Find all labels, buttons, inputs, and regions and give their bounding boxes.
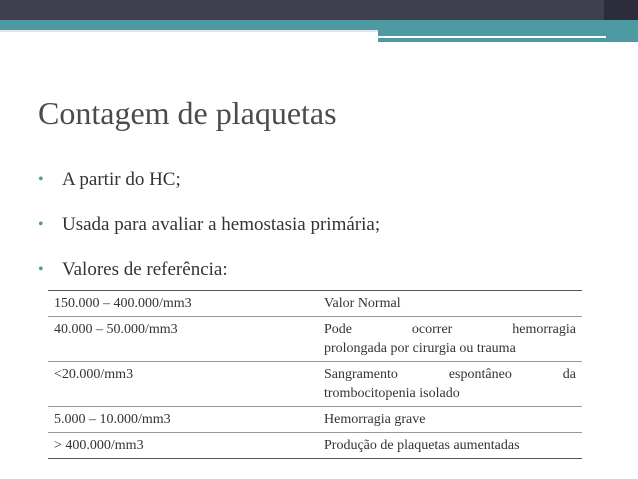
accent-tab-line: [378, 36, 606, 38]
bullet-icon: •: [38, 171, 44, 188]
bullet-text: Valores de referência:: [62, 259, 228, 280]
bullet-icon: •: [38, 216, 44, 233]
meaning-text-cont: trombocitopenia isolado: [324, 386, 460, 401]
meaning-text: Valor Normal: [324, 296, 401, 311]
bullet-list: [38, 168, 598, 303]
header-bar-corner: [604, 0, 638, 20]
meaning-text-cont: prolongada por cirurgia ou trauma: [324, 341, 516, 356]
meaning-text: Hemorragia grave: [324, 412, 426, 427]
range-cell: > 400.000/mm3: [48, 433, 318, 459]
bullet-item: [38, 213, 598, 258]
meaning-cell: [318, 433, 582, 459]
range-cell: 5.000 – 10.000/mm3: [48, 407, 318, 433]
bullet-item: [38, 168, 598, 213]
meaning-text: Produção de plaquetas aumentadas: [324, 438, 520, 453]
range-cell: 150.000 – 400.000/mm3: [48, 291, 318, 317]
meaning-cell: [318, 407, 582, 433]
table-row: [48, 433, 582, 459]
bullet-icon: •: [38, 261, 44, 278]
range-cell: <20.000/mm3: [48, 362, 318, 407]
reference-values-table: [48, 290, 582, 459]
header-bar: [0, 0, 638, 20]
table-row: [48, 362, 582, 407]
slide-title: Contagem de plaquetas: [38, 95, 337, 131]
meaning-cell: [318, 362, 582, 407]
table-row: [48, 407, 582, 433]
range-cell: 40.000 – 50.000/mm3: [48, 317, 318, 362]
accent-band: [0, 20, 638, 30]
bullet-text: A partir do HC;: [62, 169, 181, 190]
meaning-cell: [318, 317, 582, 362]
meaning-text: Sangramento espontâneo da: [324, 367, 576, 382]
table-row: [48, 291, 582, 317]
meaning-cell: [318, 291, 582, 317]
meaning-text: Pode ocorrer hemorragia: [324, 322, 576, 337]
table-row: [48, 317, 582, 362]
bullet-text: Usada para avaliar a hemostasia primária;: [62, 214, 381, 235]
